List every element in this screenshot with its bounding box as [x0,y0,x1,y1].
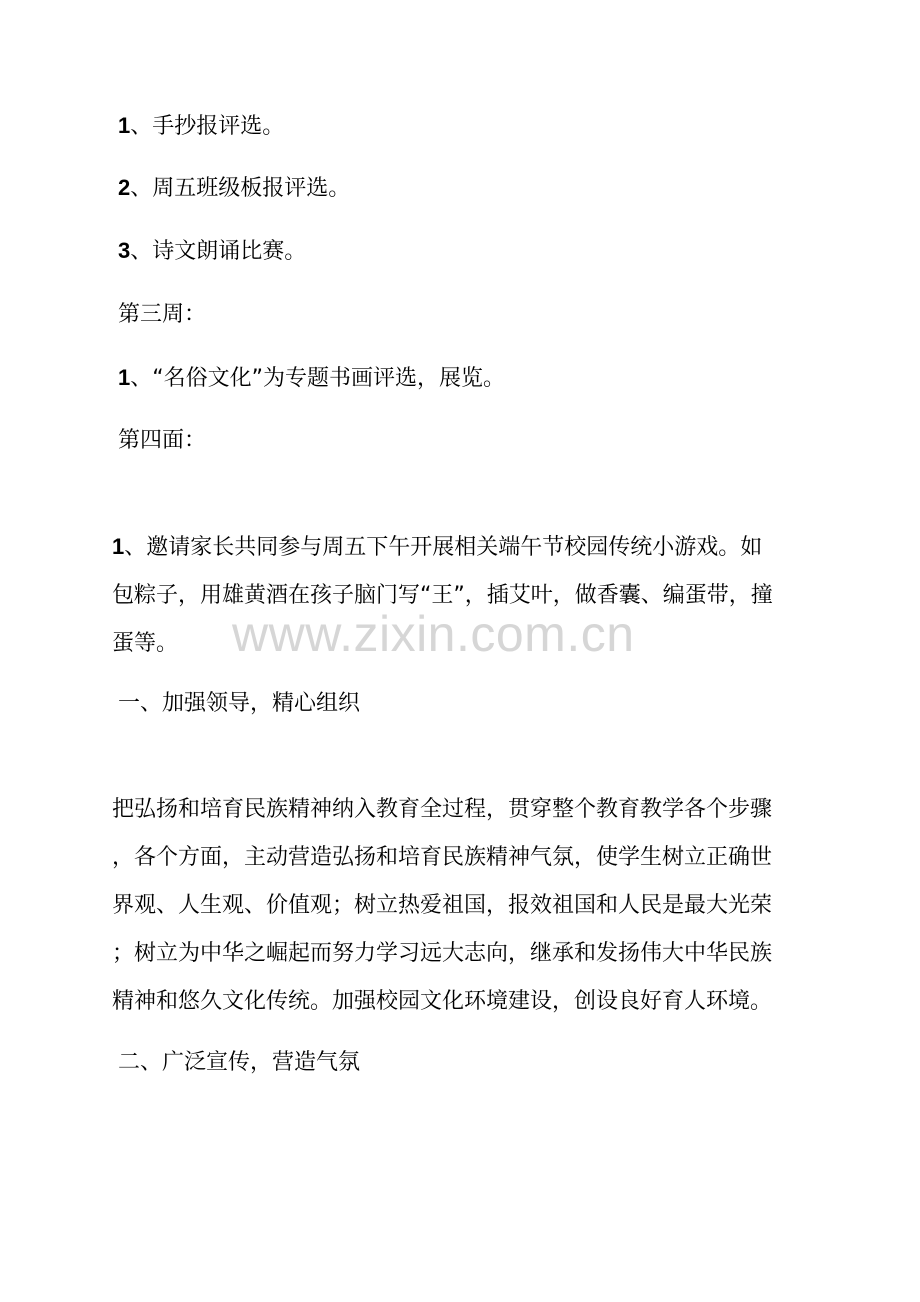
item-number: 2 [118,175,131,200]
item-number: 1 [118,365,131,390]
paragraph-line-text: 、邀请家长共同参与周五下午开展相关端午节校园传统小游戏。如 [124,535,763,560]
item-number: 3 [118,238,131,263]
watermark: www.zixin.com.cn [232,606,635,662]
paragraph-line [112,523,812,572]
paragraph-line: 界观、人生观、价值观；树立热爱祖国，报效祖国和人民是最大光荣 [112,893,773,918]
list-item [118,366,505,391]
paragraph-line: ；树立为中华之崛起而努力学习远大志向，继承和发扬伟大中华民族 [112,941,773,966]
week3-heading: 第三周： [118,302,207,327]
list-item [118,114,284,139]
section2-heading: 二、广泛宣传，营造气氛 [118,1050,361,1075]
week4-heading: 第四面： [118,428,207,453]
paragraph-line: 蛋等。 [112,631,179,656]
list-item [118,176,350,201]
item-number: 1 [112,534,125,559]
section1-paragraph [112,786,812,1026]
item-text: 、诗文朗诵比赛。 [130,239,307,264]
paragraph-line: 包粽子，用雄黄酒在孩子脑门写“王”，插艾叶，做香囊、编蛋带，撞 [112,583,773,608]
item-number: 1 [118,113,131,138]
paragraph-line: 把弘扬和培育民族精神纳入教育全过程，贯穿整个教育教学各个步骤 [112,797,773,822]
list-item [118,239,306,264]
item-text: 、手抄报评选。 [130,114,285,139]
paragraph-line: 精神和悠久文化传统。加强校园文化环境建设，创设良好育人环境。 [112,989,773,1014]
item-text: 、周五班级板报评选。 [130,176,351,201]
section1-heading: 一、加强领导，精心组织 [118,691,361,716]
paragraph-line: ，各个方面，主动营造弘扬和培育民族精神气氛，使学生树立正确世 [112,845,773,870]
item-text: 、“名俗文化”为专题书画评选，展览。 [130,366,506,391]
